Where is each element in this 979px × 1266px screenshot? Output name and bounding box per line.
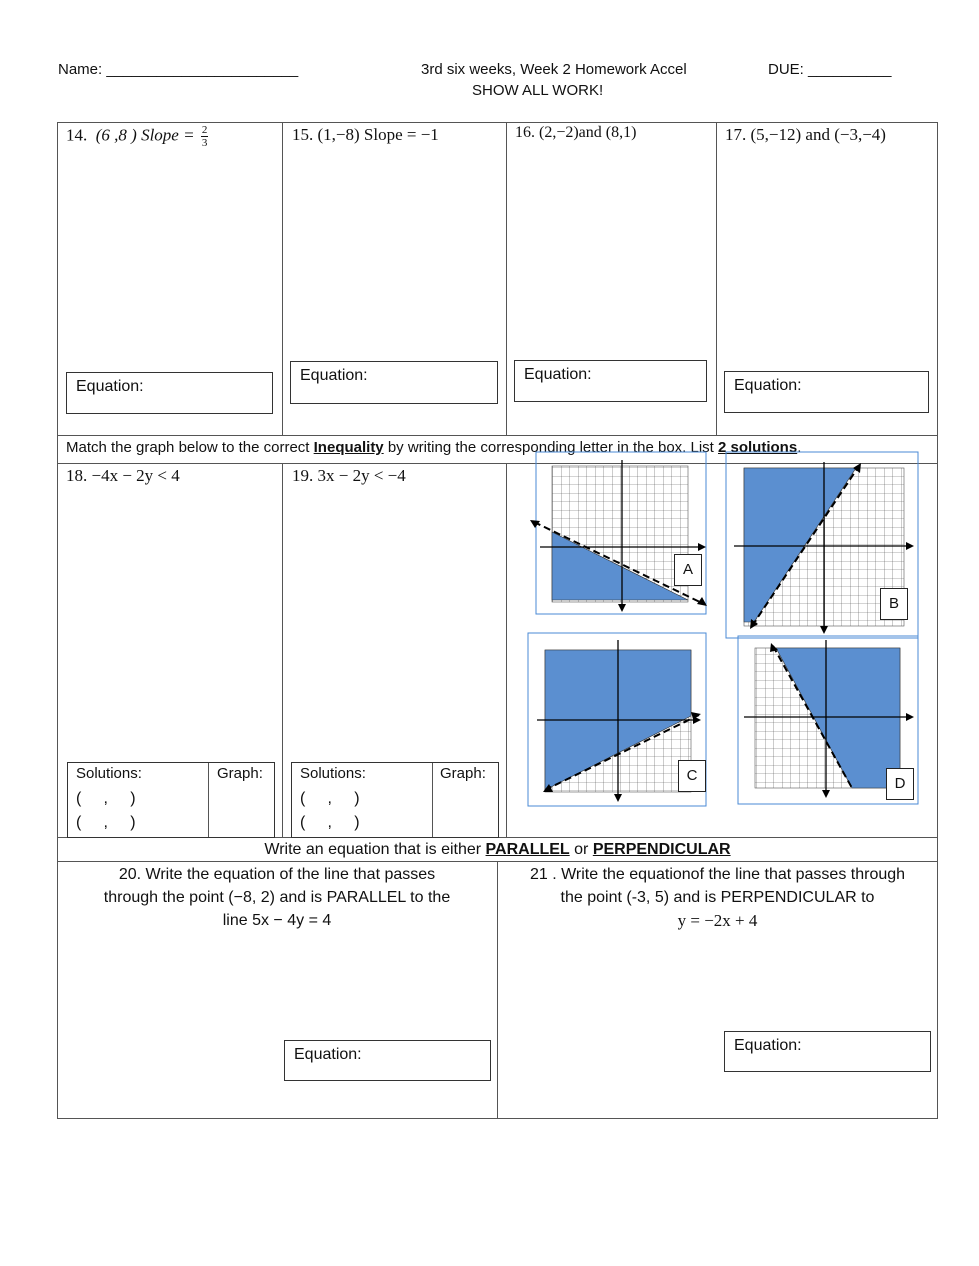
problem-19: 19. 3x − 2y < −4	[292, 466, 406, 485]
solutions-label: Solutions:	[76, 765, 142, 782]
equation-box-20[interactable]	[284, 1040, 491, 1081]
equation-label: Equation:	[294, 1046, 362, 1063]
solutions-label: Solutions:	[300, 765, 366, 782]
problem-16: 16. (2,−2)and (8,1)	[515, 124, 637, 141]
match-instruction: Match the graph below to the correct Inequality by writing the corresponding letter in the box. List 2 solutions.	[66, 439, 802, 456]
graph-label: Graph:	[217, 765, 263, 782]
equation-label: Equation:	[300, 367, 368, 384]
graph-c-label: C	[678, 760, 706, 792]
solution-pair-input[interactable]: ( , )	[300, 790, 360, 807]
solution-pair-input[interactable]: ( , )	[300, 814, 360, 831]
graph-b-label: B	[880, 588, 908, 620]
show-work-instruction: SHOW ALL WORK!	[472, 82, 604, 99]
problem-17: 17. (5,−12) and (−3,−4)	[725, 125, 886, 144]
problem-18: 18. −4x − 2y < 4	[66, 466, 180, 485]
problem-14: 14. (6 ,8 ) Slope = $\frac{2}{3}$	[66, 124, 208, 149]
problem-20-line: line 5x − 4y = 4	[222, 912, 332, 929]
graph-label: Graph:	[440, 765, 486, 782]
equation-label: Equation:	[734, 1037, 802, 1054]
problem-21-line: 21 . Write the equationof the line that passes through	[529, 866, 906, 883]
solution-pair-input[interactable]: ( , )	[76, 790, 136, 807]
equation-box-21[interactable]	[724, 1031, 931, 1072]
equation-label: Equation:	[734, 377, 802, 394]
problem-15: 15. (1,−8) Slope = −1	[292, 125, 439, 144]
problem-21-line: y = −2x + 4	[677, 911, 758, 930]
problem-20-line: 20. Write the equation of the line that passes	[118, 866, 436, 883]
problem-20	[57, 863, 497, 932]
assignment-title: 3rd six weeks, Week 2 Homework Accel	[421, 61, 687, 78]
graph-a-label: A	[674, 554, 702, 586]
problem-21	[497, 863, 938, 932]
name-field[interactable]: Name: _______________________	[58, 61, 299, 78]
graph-c-arrowhead	[691, 712, 701, 719]
problem-20-line: through the point (−8, 2) and is PARALLEL to the	[103, 889, 451, 906]
equation-label: Equation:	[76, 378, 144, 395]
equation-label: Equation:	[524, 366, 592, 383]
graph-a	[530, 452, 707, 614]
graph-d-label: D	[886, 768, 914, 800]
due-field[interactable]: DUE: __________	[768, 61, 892, 78]
problem-21-line: the point (-3, 5) and is PERPENDICULAR to	[560, 889, 875, 906]
solution-pair-input[interactable]: ( , )	[76, 814, 136, 831]
section-instruction: Write an equation that is either PARALLEL or PERPENDICULAR	[264, 841, 731, 858]
